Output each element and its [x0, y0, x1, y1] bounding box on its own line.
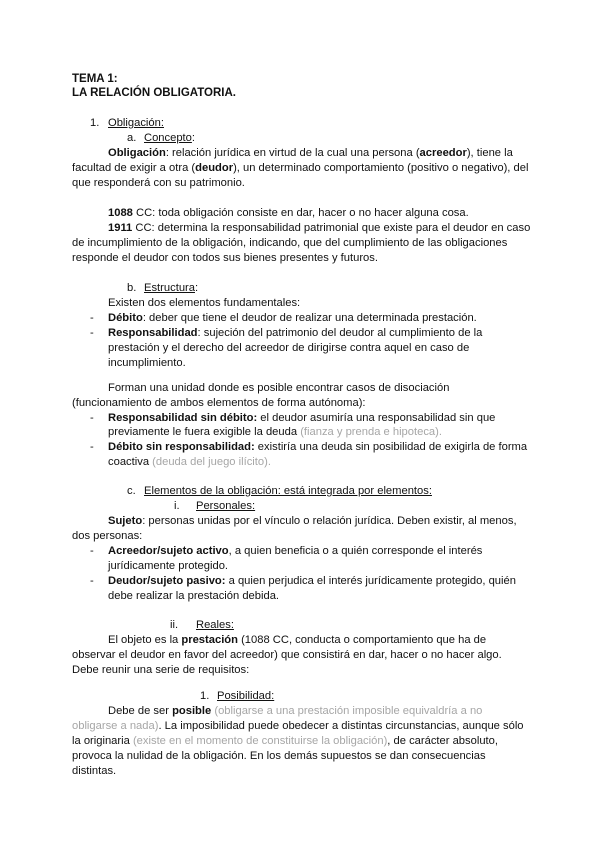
concepto-line2: facultad de exigir a otra (deudor), un determinado comportamiento (positivo o negativo), del [72, 162, 529, 174]
responsabilidad-item-line1: Responsabilidad: sujeción del patrimonio del deudor al cumplimiento de la [108, 327, 483, 339]
reales-number: ii. [170, 619, 179, 631]
posibilidad-number: 1. [200, 690, 210, 702]
posibilidad-line2: obligarse a nada). La imposibilidad puede obedecer a distintas circunstancias, aunque sólo [72, 720, 524, 732]
disociacion-line1: Forman una unidad donde es posible encontrar casos de disociación [108, 382, 450, 394]
reales-line2: observar el deudor en favor del acreedor) que consistirá en dar, hacer o no hacer algo. [72, 649, 502, 661]
bullet-dash: - [90, 312, 94, 324]
article-1088: 1088 CC: toda obligación consiste en dar, hacer o no hacer alguna cosa. [108, 207, 469, 219]
subsection-b-heading: Estructura: [144, 282, 199, 294]
posibilidad-heading: Posibilidad: [217, 690, 275, 702]
estructura-intro: Existen dos elementos fundamentales: [108, 297, 301, 309]
personales-number: i. [174, 500, 180, 512]
article-1911-line1: 1911 CC: determina la responsabilidad patrimonial que existe para el deudor en caso [108, 222, 531, 234]
doc-title-line2: LA RELACIÓN OBLIGATORIA. [72, 87, 236, 99]
reales-heading: Reales: [196, 619, 234, 631]
bullet-dash: - [90, 575, 94, 587]
resp-sin-debito-line2: previamente le fuera exigible la deuda (fianza y prenda e hipoteca). [108, 426, 442, 438]
article-1911-line3: responde el deudor con todos sus bienes presentes y futuros. [72, 252, 378, 264]
posibilidad-line1: Debe de ser posible (obligarse a una prestación imposible equivaldría a no [108, 705, 483, 717]
subsection-c-letter: c. [127, 485, 136, 497]
deudor-line2: debe realizar la prestación debida. [108, 590, 280, 602]
subsection-c-heading: Elementos de la obligación: está integrada por elementos: [144, 485, 432, 497]
section-1-heading: Obligación: [108, 117, 164, 129]
bullet-dash: - [90, 327, 94, 339]
concepto-line3: que responderá con su patrimonio. [72, 177, 245, 189]
reales-line3: Debe reunir una serie de requisitos: [72, 664, 250, 676]
resp-sin-debito-line1: Responsabilidad sin débito: el deudor asumiría una responsabilidad sin que [108, 412, 496, 424]
responsabilidad-item-line2: prestación y el derecho del acreedor de dirigirse contra aquel en caso de [108, 342, 470, 354]
responsabilidad-item-line3: incumplimiento. [108, 357, 186, 369]
debito-sin-resp-line2: coactiva (deuda del juego ilícito). [108, 456, 271, 468]
deudor-line1: Deudor/sujeto pasivo: a quien perjudica el interés jurídicamente protegido, quién [108, 575, 516, 587]
disociacion-line2: (funcionamiento de ambos elementos de forma autónoma): [72, 397, 366, 409]
sujeto-line2: dos personas: [72, 530, 143, 542]
bullet-dash: - [90, 441, 94, 453]
section-1-number: 1. [90, 117, 100, 129]
posibilidad-line4: provoca la nulidad de la obligación. En los demás supuestos se dan consecuencias [72, 750, 486, 762]
concepto-line1: Obligación: relación jurídica en virtud de la cual una persona (acreedor), tiene la [108, 147, 513, 159]
acreedor-line1: Acreedor/sujeto activo, a quien beneficia o a quién corresponde el interés [108, 545, 483, 557]
article-1911-line2: de incumplimiento de la obligación, indicando, que del cumplimiento de las obligaciones [72, 237, 508, 249]
reales-line1: El objeto es la prestación (1088 CC, conducta o comportamiento que ha de [108, 634, 487, 646]
bullet-dash: - [90, 545, 94, 557]
debito-item: Débito: deber que tiene el deudor de realizar una determinada prestación. [108, 312, 477, 324]
subsection-b-letter: b. [127, 282, 137, 294]
posibilidad-line5: distintas. [72, 765, 117, 777]
acreedor-line2: jurídicamente protegido. [108, 560, 229, 572]
posibilidad-line3: la originaria (existe en el momento de constituirse la obligación), de carácter absoluto, [72, 735, 498, 747]
sujeto-line1: Sujeto: personas unidas por el vínculo o relación jurídica. Deben existir, al menos, [108, 515, 517, 527]
bullet-dash: - [90, 412, 94, 424]
subsection-a-letter: a. [127, 132, 137, 144]
subsection-a-heading: Concepto: [144, 132, 196, 144]
personales-heading: Personales: [196, 500, 256, 512]
doc-title-line1: TEMA 1: [72, 73, 118, 85]
debito-sin-resp-line1: Débito sin responsabilidad: existiría una deuda sin posibilidad de exigirla de forma [108, 441, 528, 453]
